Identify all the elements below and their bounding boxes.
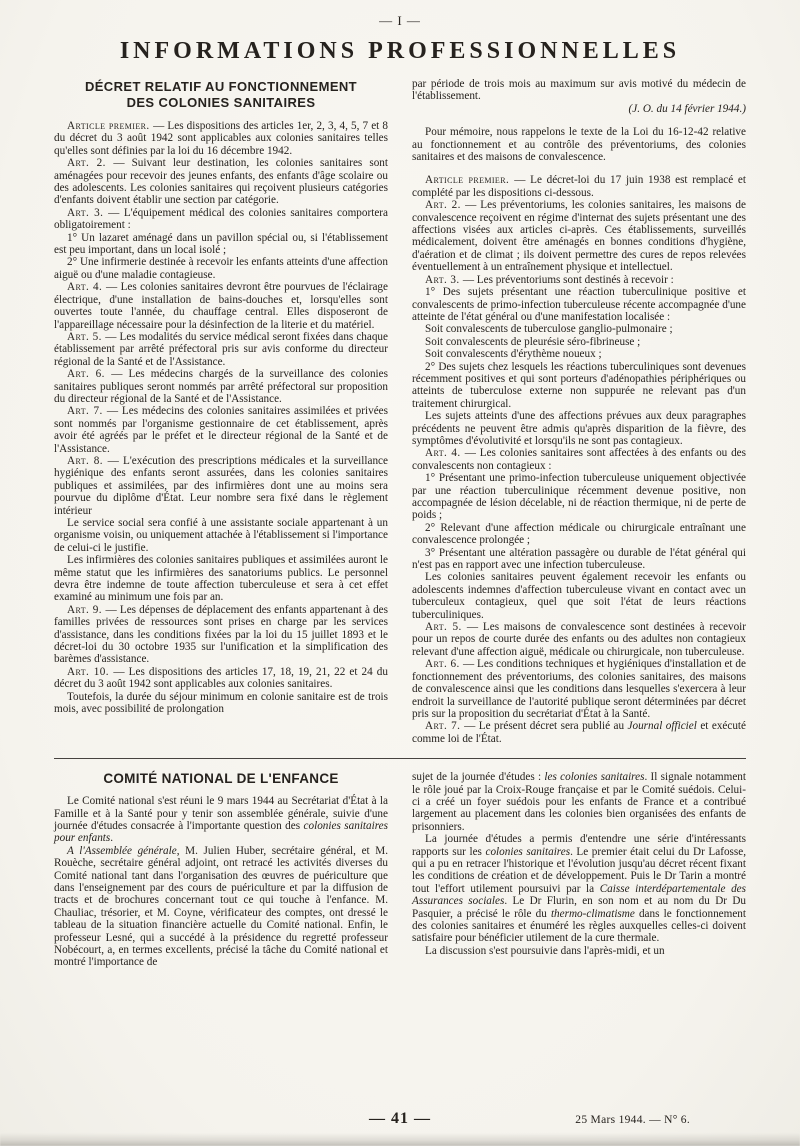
footer-issue-info: 25 Mars 1944. — N° 6.: [575, 1114, 690, 1126]
paragraph: Art. 6. — Les médecins chargés de la surveillance des colonies sanitaires publiques seront nommés par arrêté préfectoral sur proposition du directeur régional de la Santé et de l'Assistance.: [54, 368, 388, 405]
paragraph: Art. 3. — Les préventoriums sont destinés à recevoir :: [425, 273, 674, 286]
paragraph: par période de trois mois au maximum sur avis motivé du médecin de l'établissement.: [412, 78, 746, 103]
comite-section: [54, 771, 746, 969]
paragraph: Pour mémoire, nous rappelons le texte de la Loi du 16-12-42 relative au fonctionnement et au contrôle des préventoriums, des colonies sanitaires et des maisons de convalescence.: [412, 126, 746, 164]
paragraph: Art. 4. — Les colonies sanitaires devront être pourvues de l'éclairage électrique, d'une installation de bains-douches et, lorsqu'elles sont ouvertes toute l'année, du chauffage central. Elles disposeront de l'appareillage nécessaire pour la désinfection de la literie et du matériel.: [54, 281, 388, 331]
paragraph: Article premier. — Les dispositions des articles 1er, 2, 3, 4, 5, 7 et 8 du décret du 3 août 1942 sont applicables aux colonies sanitaires telles qu'elles sont définies par la loi du 16 décembre 1942.: [54, 120, 388, 157]
paragraph: Art. 7. — Le présent décret sera publié au Journal officiel et exécuté comme loi de l'État.: [412, 720, 747, 745]
comite-right-column: [412, 771, 746, 957]
article-label: Art. 10.: [67, 665, 114, 678]
paragraph: Art. 5. — Les modalités du service médical seront fixées dans chaque établissement par arrêté préfectoral pris sur avis conforme du directeur régional de la Santé et de l'Assistance.: [54, 330, 388, 368]
paragraph: Soit convalescents de tuberculose ganglio-pulmonaire ;: [425, 323, 673, 336]
paragraph: La journée d'études a permis d'entendre une série d'intéressants rapports sur les colonies sanitaires. Le premier était celui du Dr Lafosse, qui a pu en retracer l'historique et l'évolution jusqu'au décret récent fixant les conditions de création et de développement. Puis le Dr Tarin a montré tout l'effort utilement poursuivi par la Caisse interdépartementale des Assurances sociales. Le Dr Flurin, en son nom et au nom du Dr Du Pasquier, a précisé le rôle du thermo-climatisme dans le fonctionnement des colonies sanitaires et énuméré les règles auxquelles celles-ci doivent satisfaire pour bénéficier utilement de la cure thermale.: [412, 833, 747, 945]
article-label: Art. 5.: [425, 621, 467, 634]
decree-right-paragraphs: [412, 78, 746, 745]
paragraph: Soit convalescents d'érythème noueux ;: [425, 348, 602, 361]
paragraph: (J. O. du 14 février 1944.): [628, 102, 746, 115]
paragraph: Art. 2. — Les préventoriums, les colonies sanitaires, les maisons de convalescence reçoivent en régime d'internat des sujets présentant une des affections visées aux articles ci-après. Ces établissements, surveillés médicalement, doivent être aménagés en bonnes conditions d'hygiène, d'aération et de climat ; ils doivent permettre des cures de repos relevées éventuellement à un entraînement physique et intellectuel.: [412, 199, 746, 274]
article-label: Article premier.: [67, 120, 154, 132]
paragraph: 2° Des sujets chez lesquels les réactions tuberculiniques sont devenues récemment positives et qui sont porteurs d'adénopathies périphériques ou atteints de tuberculose externe non suppurée ne relevant pas d'un traitement chirurgical.: [412, 360, 746, 410]
paragraph: Art. 4. — Les colonies sanitaires sont affectées à des enfants ou des convalescents non contagieux :: [412, 447, 746, 472]
article-label: Article premier.: [425, 174, 515, 187]
decree-heading-line1: DÉCRET RELATIF AU FONCTIONNEMENT: [84, 79, 358, 94]
paragraph: Les sujets atteints d'une des affections prévues aux deux paragraphes précédents ne peuvent être admis qu'après disparition de la fièvre, des symptômes d'évolutivité et lorsqu'ils ne sont pas contagieux.: [412, 410, 746, 447]
paragraph: 1° Présentant une primo-infection tuberculeuse uniquement objectivée par une réaction tuberculinique récemment devenue positive, non accompagnée de lésion décelable, ni de réaction thermique, ni de perte de poids ;: [412, 472, 746, 522]
paragraph: Art. 6. — Les conditions techniques et hygiéniques d'installation et de fonctionnement des préventoriums, des colonies sanitaires, des maisons de convalescence ainsi que les conditions dans lesquelles s'exercera à leur endroit la surveillance de l'autorité publique seront déterminées par décret pris sur la proposition du secrétariat d'État à la Santé.: [412, 658, 746, 720]
paragraph: Art. 8. — L'exécution des prescriptions médicales et la surveillance hygiénique des enfants seront assurées, dans les colonies sanitaires publiques et assimilées, par des infirmières dont une au moins sera pourvue du diplôme d'État. Leur nombre sera fixé dans le règlement intérieur: [54, 454, 388, 517]
paragraph: 3° Présentant une altération passagère ou durable de l'état général qui n'est pas en rapport avec une infection tuberculeuse.: [412, 546, 746, 572]
article-label: Art. 4.: [425, 447, 465, 460]
paragraph: Toutefois, la durée du séjour minimum en colonie sanitaire est de trois mois, avec possibilité de prolongation: [54, 690, 388, 716]
article-label: Art. 6.: [67, 368, 112, 381]
paragraph: 2° Relevant d'une affection médicale ou chirurgicale entraînant une convalescence prolongée ;: [412, 521, 746, 547]
section-divider-rule: [54, 758, 746, 759]
paragraph: Soit convalescents de pleurésie séro-fibrineuse ;: [425, 335, 641, 348]
paragraph: Art. 7. — Les médecins des colonies sanitaires assimilées et privées sont nommés par l'organisme gestionnaire de cet établissement, après avoir été agréés par le préfet et le directeur régional de la Santé et de l'Assistance.: [54, 405, 388, 455]
page-footer: [0, 1110, 800, 1132]
article-label: Art. 7.: [425, 720, 465, 733]
paragraph: Art. 3. — L'équipement médical des colonies sanitaires comportera obligatoirement :: [54, 206, 388, 232]
article-label: Art. 9.: [67, 603, 106, 616]
paragraph: Le service social sera confié à une assistante sociale appartenant à un organisme voisin, ou uniquement attachée à l'établissement si l'importance de celui-ci le justifie.: [54, 517, 388, 554]
decree-heading: [54, 79, 388, 111]
article-label: Art. 5.: [67, 330, 106, 343]
paragraph: Art. 2. — Suivant leur destination, les colonies sanitaires sont aménagées pour recevoir des jeunes enfants, des enfants d'âge scolaire ou des adolescents. Les colonies sanitaires qui reçoivent plusieurs catégories d'enfants doivent établir une section par catégorie.: [54, 157, 388, 207]
comite-left-paragraphs: [54, 795, 388, 969]
decree-heading-line2: DES COLONIES SANITAIRES: [126, 95, 316, 110]
paragraph: Le Comité national s'est réuni le 9 mars 1944 au Secrétariat d'État à la Famille et à la Santé pour y tenir son assemblée générale, suivie d'une journée d'études consacrée à l'importante question des colonies sanitaires pour enfants.: [54, 795, 389, 845]
article-label: Art. 3.: [425, 273, 463, 286]
decree-section: [54, 78, 746, 745]
paragraph: Article premier. — Le décret-loi du 17 juin 1938 est remplacé et complété par les dispositions ci-dessous.: [412, 174, 746, 199]
comite-heading: COMITÉ NATIONAL DE L'ENFANCE: [103, 771, 339, 787]
article-label: Art. 2.: [425, 199, 466, 212]
decree-right-column: [412, 78, 746, 745]
paragraph: A l'Assemblée générale, M. Julien Huber, secrétaire général, et M. Rouèche, secrétaire général adjoint, ont retracé les activités diverses du Comité national tant dans l'organisation des œuvres de puériculture que dans l'enseignement par des cours de puériculture et par la diffusion de tracts et de brochures concernant tout ce qui touche à l'enfance. M. Chauliac, trésorier, et M. Coyne, vérificateur des comptes, ont dressé le tableau de la situation financière actuelle du Comité national. Enfin, le professeur Lesné, qui a succédé à la présidence du regretté professeur Nobécourt, a, en termes excellents, précisé la tâche du Comité national et montré l'importance de: [54, 844, 389, 969]
decree-left-paragraphs: [54, 120, 388, 716]
comite-left-column: [54, 771, 388, 969]
footer-page-number: — 41 —: [369, 1110, 431, 1127]
article-label: Art. 4.: [67, 281, 106, 294]
paragraph: 2° Une infirmerie destinée à recevoir les enfants atteints d'une affection aiguë ou d'une maladie contagieuse.: [54, 256, 388, 281]
scan-bottom-edge: [0, 1133, 800, 1146]
article-label: Art. 6.: [425, 658, 463, 671]
article-label: Art. 3.: [67, 206, 109, 219]
paragraph: Art. 9. — Les dépenses de déplacement des enfants appartenant à des familles privées de ressources sont prises en charge par les services d'assistance, dans les conditions fixées par la loi du 15 juillet 1893 et le décret-loi du 30 octobre 1935 sur l'unification et la simplification des barèmes d'assistance.: [54, 603, 389, 666]
paragraph: La discussion s'est poursuivie dans l'après-midi, et un: [425, 944, 665, 957]
paragraph: Les colonies sanitaires peuvent également recevoir les enfants ou adolescents indemnes d'affection tuberculeuse vivant en contact avec un tuberculeux contagieux, quel que soit l'état de leurs réactions tuberculiniques.: [412, 571, 746, 621]
paragraph: Art. 5. — Les maisons de convalescence sont destinées à recevoir pour un repos de courte durée des enfants ou des adultes non contagieux relevant d'une affection aiguë, médicale ou chirurgicale, non tuberculeuse.: [412, 621, 746, 658]
page-title: INFORMATIONS PROFESSIONNELLES: [119, 38, 681, 64]
paragraph: 1° Des sujets présentant une réaction tuberculinique positive et convalescents de primo-infection tuberculeuse récente accompagnée d'une atteinte de l'état général ou d'une manifestation localisée :: [412, 286, 746, 323]
article-label: Art. 2.: [67, 157, 114, 170]
paragraph: 1° Un lazaret aménagé dans un pavillon spécial ou, si l'établissement est peu important, dans un local isolé ;: [54, 231, 388, 257]
decree-left-column: [54, 78, 388, 716]
paragraph: Les infirmières des colonies sanitaires publiques et assimilées auront le même statut que les infirmières des sanatoriums publics. Le personnel devra être indemne de toute affection tuberculeuse et sera à cet effet examiné au minimum une fois par an.: [54, 554, 388, 604]
paragraph: Art. 10. — Les dispositions des articles 17, 18, 19, 21, 22 et 24 du décret du 3 août 1942 sont applicables aux colonies sanitaires.: [54, 665, 388, 691]
comite-right-paragraphs: [412, 771, 746, 957]
page-header-roman-numeral: — I —: [379, 13, 421, 28]
article-label: Art. 7.: [67, 405, 107, 418]
article-label: Art. 8.: [67, 454, 108, 467]
paragraph: sujet de la journée d'études : les colonies sanitaires. Il signale notamment le rôle joué par la Croix-Rouge française et par le Comité suédois. Celui-ci a créé un foyer suédois pour les enfants de France et a contribué largement au placement dans les colonies bien organisées des enfants de prisonniers.: [412, 771, 746, 833]
